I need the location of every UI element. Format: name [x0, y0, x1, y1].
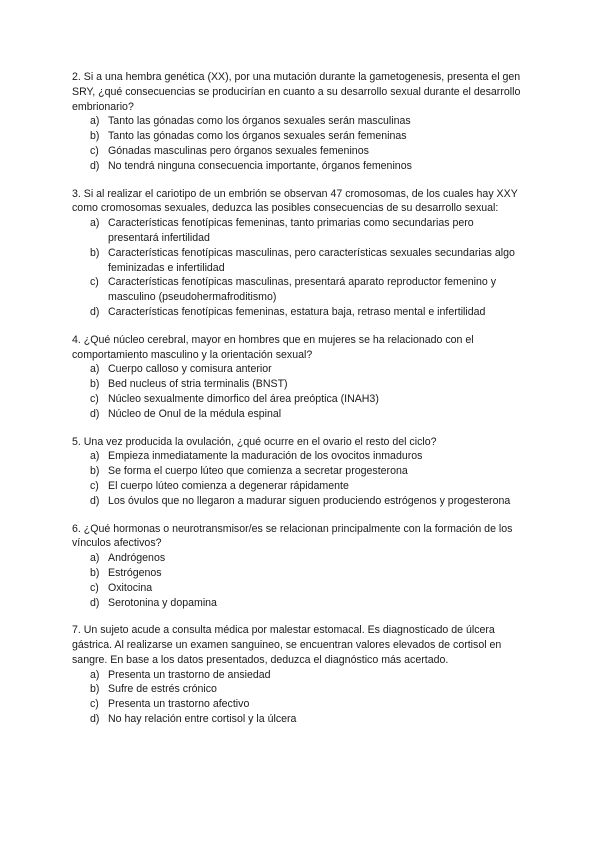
option-text: Bed nucleus of stria terminalis (BNST) — [108, 378, 288, 391]
option-d — [72, 305, 524, 320]
option-letter: b) — [90, 683, 100, 696]
answer-options — [72, 551, 524, 610]
option-text: Se forma el cuerpo lúteo que comienza a secretar progesterona — [108, 465, 408, 478]
option-a — [72, 449, 524, 464]
option-c — [72, 392, 524, 407]
option-c — [72, 275, 524, 305]
option-letter: b) — [90, 130, 100, 143]
question-text: 4. ¿Qué núcleo cerebral, mayor en hombres que en mujeres se ha relacionado con el comportamiento masculino y la orientación sexual? — [72, 333, 474, 361]
option-letter: b) — [90, 465, 100, 478]
option-b — [72, 464, 524, 479]
option-d — [72, 596, 524, 611]
option-letter: a) — [90, 552, 100, 565]
option-c — [72, 581, 524, 596]
option-letter: a) — [90, 217, 100, 230]
option-letter: c) — [90, 392, 99, 405]
option-a — [72, 362, 524, 377]
option-text: Cuerpo calloso y comisura anterior — [108, 363, 272, 376]
option-b — [72, 129, 524, 144]
option-b — [72, 682, 524, 697]
question-text: 6. ¿Qué hormonas o neurotransmisor/es se relacionan principalmente con la formación de los vínculos afectivos? — [72, 522, 513, 550]
option-a — [72, 551, 524, 566]
option-letter: c) — [90, 698, 99, 711]
option-c — [72, 697, 524, 712]
option-letter: d) — [90, 596, 100, 609]
answer-options — [72, 668, 524, 727]
option-text: No hay relación entre cortisol y la úlcera — [108, 713, 297, 726]
option-b — [72, 246, 524, 276]
document-page — [72, 70, 524, 740]
question-text: 7. Un sujeto acude a consulta médica por malestar estomacal. Es diagnosticado de úlcera gástrica. Al realizarse un examen sanguineo, se encuentran valores elevados de cortisol en sangre. En base a los datos presentados, deduzca el diagnóstico más acertado. — [72, 624, 502, 666]
option-a — [72, 114, 524, 129]
option-text: Empieza inmediatamente la maduración de los ovocitos inmaduros — [108, 450, 423, 463]
option-text: Los óvulos que no llegaron a madurar siguen produciendo estrógenos y progesterona — [108, 494, 511, 507]
option-d — [72, 712, 524, 727]
option-text: Presenta un trastorno de ansiedad — [108, 668, 271, 681]
option-text: Características fenotípicas femeninas, estatura baja, retraso mental e infertilidad — [108, 305, 486, 318]
option-text: Presenta un trastorno afectivo — [108, 698, 250, 711]
question-2 — [72, 70, 524, 174]
question-text: 2. Si a una hembra genética (XX), por una mutación durante la gametogenesis, presenta el gen SRY, ¿qué consecuencias se producirían en cuanto a su desarrollo sexual durante el desarrollo embrionario? — [72, 71, 521, 113]
option-text: Tanto las gónadas como los órganos sexuales serán femeninas — [108, 130, 407, 143]
option-text: Sufre de estrés crónico — [108, 683, 217, 696]
option-letter: d) — [90, 159, 100, 172]
option-letter: c) — [90, 144, 99, 157]
option-c — [72, 144, 524, 159]
question-5 — [72, 435, 524, 509]
option-text: Características fenotípicas masculinas, presentará aparato reproductor femenino y masculino (pseudohermafroditismo) — [108, 276, 497, 304]
answer-options — [72, 114, 524, 173]
option-d — [72, 159, 524, 174]
option-letter: c) — [90, 479, 99, 492]
option-text: Características fenotípicas femeninas, tanto primarias como secundarias pero presentará infertilidad — [108, 217, 474, 244]
option-letter: a) — [90, 363, 100, 376]
option-text: Estrógenos — [108, 566, 162, 579]
option-letter: c) — [90, 581, 99, 594]
option-a — [72, 216, 524, 246]
answer-options — [72, 449, 524, 508]
question-text: 5. Una vez producida la ovulación, ¿qué ocurre en el ovario el resto del ciclo? — [72, 435, 437, 448]
option-text: No tendrá ninguna consecuencia importante, órganos femeninos — [108, 159, 412, 172]
option-text: Gónadas masculinas pero órganos sexuales femeninos — [108, 144, 369, 157]
option-text: Oxitocina — [108, 581, 153, 594]
option-c — [72, 479, 524, 494]
answer-options — [72, 362, 524, 421]
option-text: Andrógenos — [108, 552, 166, 565]
option-letter: d) — [90, 713, 100, 726]
question-7 — [72, 623, 524, 727]
option-b — [72, 566, 524, 581]
option-text: Serotonina y dopamina — [108, 596, 217, 609]
option-text: Tanto las gónadas como los órganos sexuales serán masculinas — [108, 115, 411, 128]
option-letter: a) — [90, 115, 100, 128]
option-letter: a) — [90, 450, 100, 463]
option-letter: b) — [90, 566, 100, 579]
question-text: 3. Si al realizar el cariotipo de un embrión se observan 47 cromosomas, de los cuales hay XXY como cromosomas sexuales, deduzca las posibles consecuencias de su desarrollo sexual: — [72, 187, 518, 215]
option-text: Características fenotípicas masculinas, pero características sexuales secundarias algo feminizadas e infertilidad — [108, 246, 515, 274]
question-6 — [72, 522, 524, 611]
option-a — [72, 668, 524, 683]
option-letter: b) — [90, 378, 100, 391]
option-letter: d) — [90, 494, 100, 507]
option-d — [72, 494, 524, 509]
option-text: Núcleo sexualmente dimorfico del área preóptica (INAH3) — [108, 392, 379, 405]
option-letter: b) — [90, 246, 100, 259]
option-letter: a) — [90, 668, 100, 681]
option-letter: d) — [90, 305, 100, 318]
option-letter: c) — [90, 276, 99, 289]
option-b — [72, 377, 524, 392]
question-4 — [72, 333, 524, 422]
question-3 — [72, 187, 524, 320]
answer-options — [72, 216, 524, 320]
option-text: Núcleo de Onul de la médula espinal — [108, 407, 282, 420]
option-letter: d) — [90, 407, 100, 420]
option-d — [72, 407, 524, 422]
option-text: El cuerpo lúteo comienza a degenerar rápidamente — [108, 479, 349, 492]
